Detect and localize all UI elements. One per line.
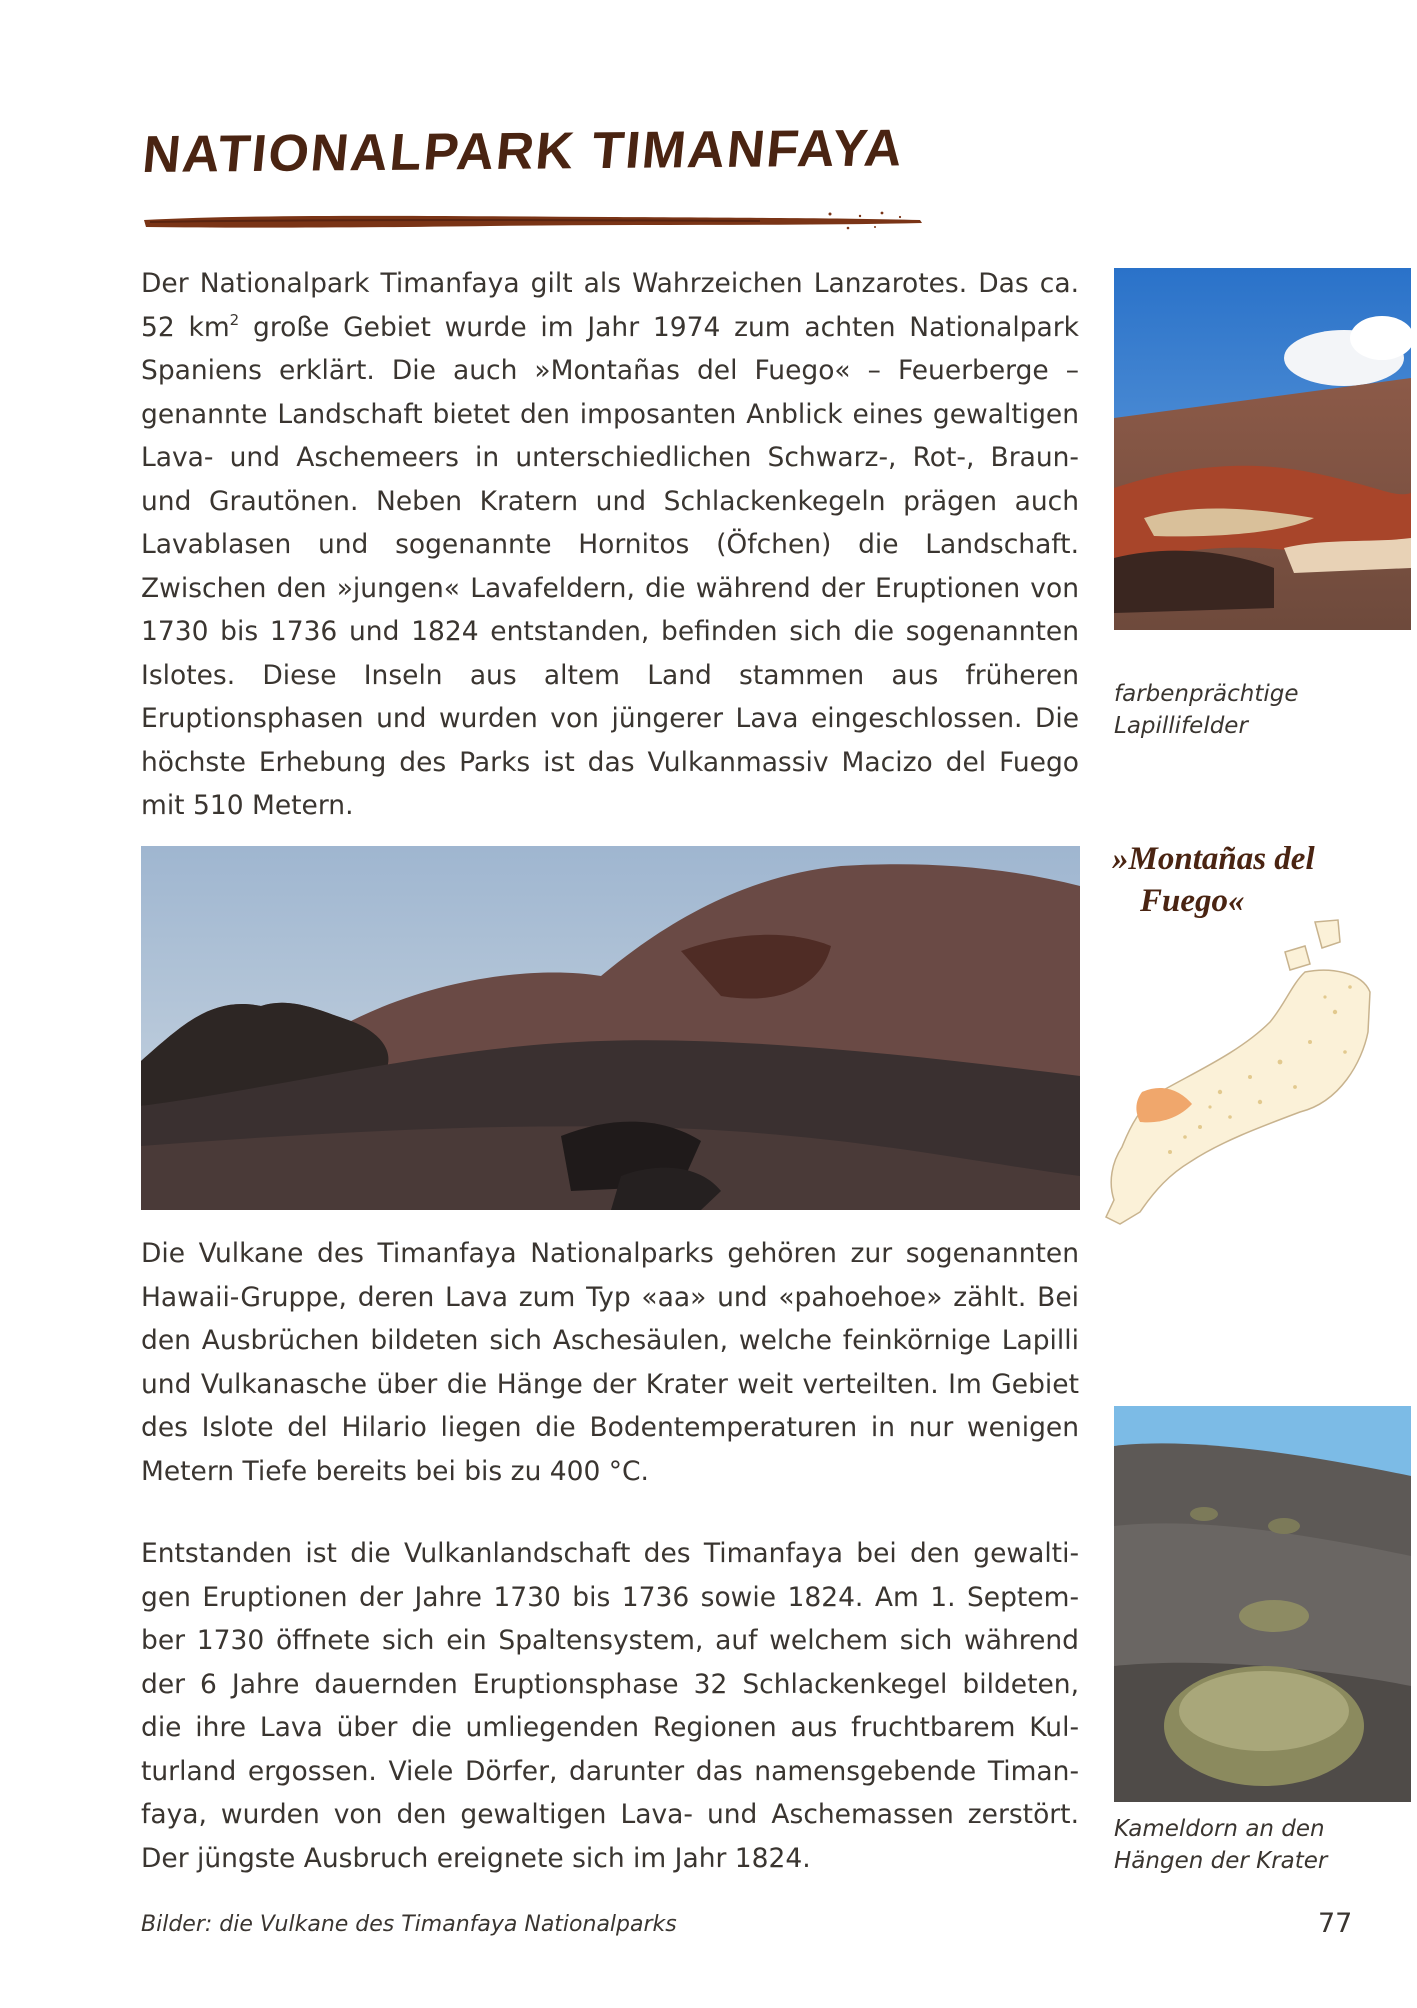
paragraph-hawaii-group: Die Vulkane des Timanfaya Nationalparks gehören zur sogenannten Hawaii-Gruppe, deren Lava zum Typ «aa» und «pahoehoe» zählt. Bei den Ausbrüchen bildeten sich Aschesäulen, welche feinkörnige Lapilli und Vulkanasche über die Hänge der Krater weit verteilten. Im Gebiet des Islote del Hilario liegen die Bodentemperaturen in nur wenigen Metern Tiefe bereits bei bis zu 400 °C. [141,1238,1079,1487]
lapilli-caption: farbenprächtige Lapillifelder [1114,681,1299,739]
intro-paragraph [141,262,1079,828]
crater-photo [141,846,1080,1210]
intro-part1: Der Nationalpark Timanfaya gilt als Wahrzeichen Lanzarotes. Das ca. 52 km [141,268,1079,343]
page-number: 77 [1318,1908,1353,1939]
kameldorn-photo [1114,1406,1411,1802]
paragraph-eruptions: Entstanden ist die Vulkanlandschaft des Timanfaya bei den gewaltigen Eruptionen der Jahre 1730 bis 1736 sowie 1824. Am 1. September 1730 öffnete sich ein Spaltensystem, auf welchem sich während der 6 Jahre dauernden Eruptionsphase 32 Schlackenkegel bildeten, die ihre Lava über die umliegenden Regionen aus fruchtbarem Kulturland ergossen. Viele Dörfer, darunter das namensgebende Timanfaya, wurden von den gewaltigen Lava- und Aschemassen zerstört. Der jüngste Ausbruch ereignete sich im Jahr 1824. [141,1538,1079,1874]
lanzarote-map [1100,912,1380,1232]
map-heading-line1: »Montañas del [1112,841,1315,877]
map-heading-line2: Fuego« [1140,883,1245,919]
page-title: NATIONALPARK TIMANFAYA [140,119,907,185]
map-heading [1112,838,1412,922]
lapilli-photo [1114,268,1411,630]
kameldorn-caption: Kameldorn an den Hängen der Krater [1114,1816,1328,1874]
title-underline-brush [140,208,930,234]
footer-image-caption: Bilder: die Vulkane des Timanfaya Nationalparks [141,1912,677,1937]
superscript-2: 2 [229,310,240,329]
intro-part2: große Gebiet wurde im Jahr 1974 zum achten Nationalpark Spaniens erklärt. Die auch »Montañas del Fuego« – Feuerberge – genannte Landschaft bietet den imposanten Anblick eines gewaltigen Lava- und Aschemeers in unterschiedlichen Schwarz-, Rot-, Braun- und Grautönen. Neben Kratern und Schlackenkegeln prägen auch Lavablasen und sogenannte Hornitos (Öfchen) die Landschaft. Zwischen den »jungen« Lavafeldern, die während der Eruptionen von 1730 bis 1736 und 1824 entstanden, befinden sich die sogenannten Islotes. Diese Inseln aus altem Land stammen aus früheren Eruptionsphasen und wurden von jüngerer Lava eingeschlossen. Die höchste Erhebung des Parks ist das Vulkanmassiv Macizo del Fuego mit 510 Metern. [141,311,1079,821]
